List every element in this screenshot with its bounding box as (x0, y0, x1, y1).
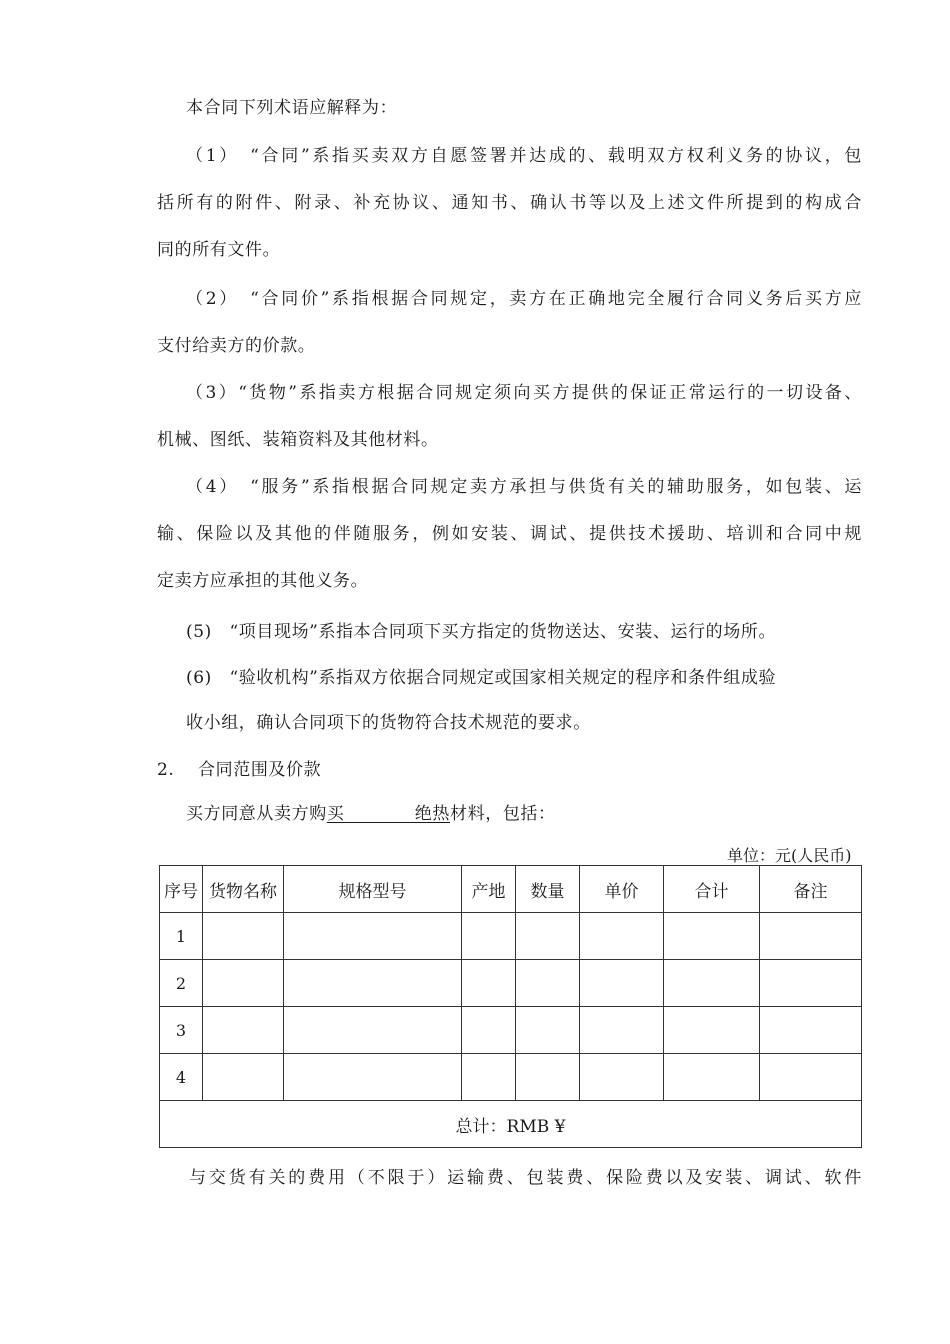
spec-model-cell[interactable] (284, 960, 462, 1007)
definition-2-line-2: 支付给卖方的价款。 (157, 336, 316, 356)
origin-cell[interactable] (462, 913, 516, 960)
definition-6-line-1: (6) “验收机构”系指双方依据合同规定或国家相关规定的程序和条件组成验 (186, 668, 777, 688)
quantity-cell[interactable] (516, 913, 580, 960)
definition-5: (5) “项目现场”系指本合同项下买方指定的货物送达、安装、运行的场所。 (186, 622, 777, 642)
definition-3-line-2: 机械、图纸、装箱资料及其他材料。 (157, 430, 439, 450)
intro-text: 本合同下列术语应解释为： (186, 98, 398, 118)
section-2-heading: 2. 合同范围及价款 (157, 760, 322, 780)
definition-1-line-3: 同的所有文件。 (157, 240, 281, 260)
unit-note: 单位：元(人民币) (727, 846, 852, 865)
definition-4-line-2: 输、保险以及其他的伴随服务，例如安装、调试、提供技术援助、培训和合同中规 (157, 524, 862, 544)
origin-cell[interactable] (462, 1054, 516, 1101)
row-index: 1 (160, 913, 203, 960)
definition-1-line-1: （1） “合同”系指买卖双方自愿签署并达成的、载明双方权利义务的协议，包 (186, 146, 862, 166)
goods-name-cell[interactable] (203, 960, 284, 1007)
footer-paragraph-line: 与交货有关的费用（不限于）运输费、包装费、保险费以及安装、调试、软件 (189, 1168, 862, 1188)
table-row (160, 960, 862, 1007)
purchase-suffix: 材料，包括： (450, 804, 556, 824)
row-index: 3 (160, 1007, 203, 1054)
origin-cell[interactable] (462, 1007, 516, 1054)
header-goods-name: 货物名称 (203, 866, 284, 913)
row-index: 4 (160, 1054, 203, 1101)
subtotal-cell[interactable] (664, 1007, 760, 1054)
table-total-row (160, 1101, 862, 1148)
quantity-cell[interactable] (516, 1007, 580, 1054)
remarks-cell[interactable] (760, 960, 862, 1007)
spec-model-cell[interactable] (284, 1054, 462, 1101)
definition-2-line-1: （2） “合同价”系指根据合同规定，卖方在正确地完全履行合同义务后买方应 (186, 289, 862, 309)
origin-cell[interactable] (462, 960, 516, 1007)
definition-4-line-3: 定卖方应承担的其他义务。 (157, 571, 369, 591)
goods-name-cell[interactable] (203, 1007, 284, 1054)
quantity-cell[interactable] (516, 1054, 580, 1101)
table-header-row (160, 866, 862, 913)
goods-name-cell[interactable] (203, 913, 284, 960)
remarks-cell[interactable] (760, 913, 862, 960)
header-origin: 产地 (462, 866, 516, 913)
unit-price-cell[interactable] (580, 960, 664, 1007)
definition-1-line-2: 括所有的附件、附录、补充协议、通知书、确认书等以及上述文件所提到的构成合 (157, 193, 862, 213)
header-quantity: 数量 (516, 866, 580, 913)
header-subtotal: 合计 (664, 866, 760, 913)
purchase-goods-blank: 买 绝热 (326, 804, 451, 824)
purchase-prefix: 买方同意从卖方购 (186, 804, 327, 824)
spec-model-cell[interactable] (284, 913, 462, 960)
definition-4-line-1: （4） “服务”系指根据合同规定卖方承担与供货有关的辅助服务，如包装、运 (186, 477, 862, 497)
goods-table (159, 865, 862, 1148)
subtotal-cell[interactable] (664, 913, 760, 960)
header-index: 序号 (160, 866, 203, 913)
row-index: 2 (160, 960, 203, 1007)
table-row (160, 1007, 862, 1054)
unit-price-cell[interactable] (580, 1007, 664, 1054)
header-remarks: 备注 (760, 866, 862, 913)
table-row (160, 913, 862, 960)
remarks-cell[interactable] (760, 1054, 862, 1101)
definition-6-line-2: 收小组，确认合同项下的货物符合技术规范的要求。 (186, 713, 591, 733)
remarks-cell[interactable] (760, 1007, 862, 1054)
purchase-sentence (186, 804, 556, 824)
header-unit-price: 单价 (580, 866, 664, 913)
definition-3-line-1: （3）“货物”系指卖方根据合同规定须向买方提供的保证正常运行的一切设备、 (186, 383, 862, 403)
unit-price-cell[interactable] (580, 1054, 664, 1101)
unit-price-cell[interactable] (580, 913, 664, 960)
table-row (160, 1054, 862, 1101)
quantity-cell[interactable] (516, 960, 580, 1007)
subtotal-cell[interactable] (664, 960, 760, 1007)
goods-name-cell[interactable] (203, 1054, 284, 1101)
spec-model-cell[interactable] (284, 1007, 462, 1054)
header-spec-model: 规格型号 (284, 866, 462, 913)
total-amount-cell[interactable]: 总计：RMB ¥ (160, 1101, 862, 1148)
subtotal-cell[interactable] (664, 1054, 760, 1101)
